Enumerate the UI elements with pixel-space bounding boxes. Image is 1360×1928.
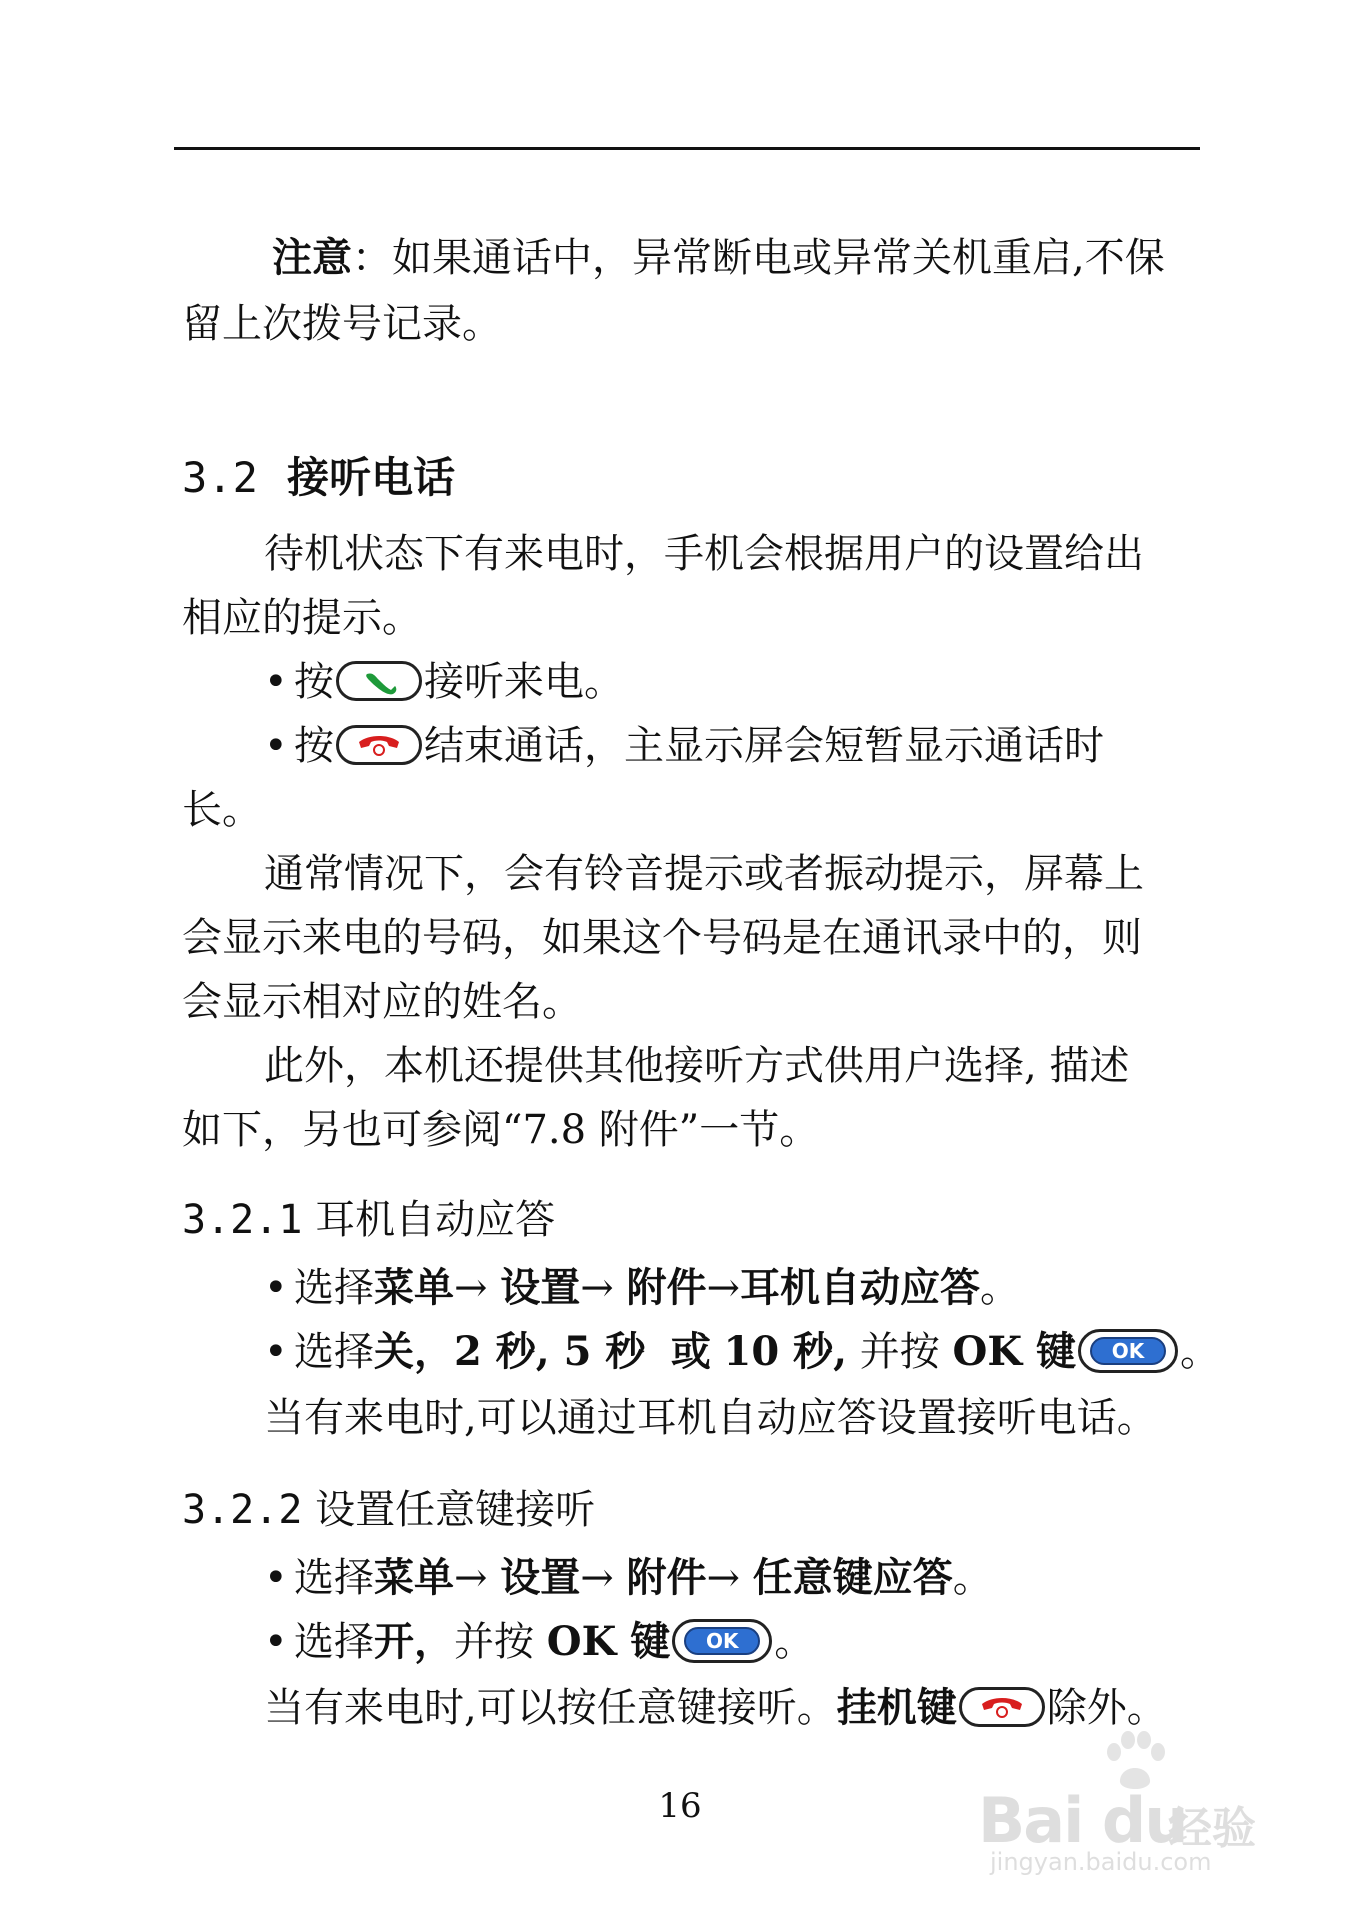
period: 。 (1180, 1329, 1221, 1375)
sub2-description (264, 1682, 1167, 1734)
option-10-sec: 10 秒, (723, 1328, 848, 1375)
para2-line-1: 通常情况下，会有铃音提示或者振动提示，屏幕上 (264, 851, 1144, 897)
press-text: 并按 (859, 1329, 940, 1375)
arrow-icon: → (706, 1265, 740, 1311)
bullet-end-pre: 按 (294, 723, 334, 769)
page-number: 16 (658, 1786, 702, 1826)
arrow-icon: → (580, 1555, 614, 1601)
sub2-desc-post: 除外。 (1046, 1685, 1167, 1731)
menu-text: 菜单 (374, 1554, 454, 1601)
settings-text: 设置 (500, 1264, 581, 1311)
subsection-1-number: 3.2.1 (182, 1197, 303, 1243)
intro-line-1: 待机状态下有来电时，手机会根据用户的设置给出 (264, 531, 1144, 577)
press-text: 并按 (454, 1619, 534, 1665)
menu-text: 菜单 (374, 1264, 454, 1311)
option-2-5-sec: 2 秒, 5 秒 (454, 1328, 646, 1375)
section-number: 3.2 (182, 453, 258, 502)
note-line-1 (272, 232, 1165, 284)
accessory-text: 附件 (626, 1264, 707, 1311)
bullet-answer (264, 656, 624, 708)
para3-line-1: 此外，本机还提供其他接听方式供用户选择, 描述 (264, 1043, 1130, 1089)
arrow-icon: → (454, 1265, 488, 1311)
sub1-bullet-options (264, 1326, 1220, 1378)
select-text: 选择 (294, 1619, 374, 1665)
select-text: 选择 (294, 1329, 374, 1375)
red-phone-handset-icon (982, 1698, 1022, 1710)
period: 。 (952, 1555, 993, 1601)
sub1-bullet-path (264, 1262, 1020, 1314)
para2-line-2: 会显示来电的号码，如果这个号码是在通讯录中的，则 (182, 915, 1142, 961)
settings-text: 设置 (500, 1554, 581, 1601)
on-text: 开， (374, 1618, 454, 1665)
accessory-text: 附件 (626, 1554, 707, 1601)
green-phone-handset-icon (366, 673, 396, 694)
red-phone-handset-icon (359, 736, 399, 748)
hangup-key-text: 挂机键 (836, 1684, 957, 1731)
sub2-bullet-path (264, 1552, 993, 1604)
note-text: ：如果通话中，异常断电或异常关机重启,不保 (352, 235, 1165, 281)
ok-key-icon (672, 1619, 772, 1663)
period: 。 (979, 1265, 1020, 1311)
subsection-2-title: 设置任意键接听 (315, 1487, 596, 1533)
bullet-answer-post: 接听来电。 (424, 659, 624, 705)
bullet-dot: • (264, 1265, 288, 1311)
arrow-icon: → (454, 1555, 488, 1601)
period: 。 (774, 1619, 815, 1665)
sub1-description: 当有来电时,可以通过耳机自动应答设置接听电话。 (264, 1395, 1157, 1441)
end-key-icon (336, 725, 422, 765)
ok-key-label: OK (1090, 1337, 1166, 1365)
bullet-dot: • (264, 659, 288, 705)
bullet-end-cont: 长。 (182, 787, 262, 833)
baidu-watermark (978, 1730, 1278, 1880)
ok-key-text: OK 键 (952, 1328, 1077, 1375)
para3-line-2: 如下，另也可参阅“7.8 附件”一节。 (182, 1107, 820, 1153)
any-key-answer-text: 任意键应答 (752, 1554, 953, 1601)
header-rule (174, 147, 1200, 150)
section-title: 接听电话 (287, 453, 456, 502)
auto-answer-text: 耳机自动应答 (739, 1264, 980, 1311)
or-text: 或 (670, 1328, 711, 1375)
subsection-1-title: 耳机自动应答 (315, 1197, 556, 1243)
sub2-bullet-options (264, 1616, 814, 1668)
ok-key-icon (1078, 1329, 1178, 1373)
sub2-desc-pre: 当有来电时,可以按任意键接听。 (264, 1685, 837, 1731)
bullet-dot: • (264, 723, 288, 769)
end-key-icon (959, 1687, 1045, 1727)
note-line-2: 留上次拨号记录。 (182, 301, 502, 347)
intro-line-2: 相应的提示。 (182, 595, 422, 641)
bullet-end (264, 720, 1104, 772)
arrow-icon: → (580, 1265, 614, 1311)
para2-line-3: 会显示相对应的姓名。 (182, 979, 582, 1025)
watermark-cn: 经验 (1168, 1803, 1256, 1854)
arrow-icon: → (706, 1555, 740, 1601)
watermark-brand: Bai du (978, 1784, 1187, 1857)
note-label: 注意 (272, 234, 352, 281)
ok-key-text: OK 键 (546, 1618, 671, 1665)
subsection-1-heading (182, 1194, 555, 1246)
ok-key-label: OK (684, 1627, 760, 1655)
bullet-dot: • (264, 1329, 288, 1375)
select-text: 选择 (294, 1265, 374, 1311)
off-text: 关， (374, 1328, 454, 1375)
watermark-url: jingyan.baidu.com (990, 1848, 1212, 1876)
bullet-dot: • (264, 1619, 288, 1665)
bullet-end-post: 结束通话，主显示屏会短暂显示通话时 (424, 723, 1104, 769)
subsection-2-heading (182, 1484, 595, 1536)
section-heading (182, 452, 455, 504)
subsection-2-number: 3.2.2 (182, 1487, 303, 1533)
bullet-answer-pre: 按 (294, 659, 334, 705)
bullet-dot: • (264, 1555, 288, 1601)
answer-key-icon (336, 661, 422, 701)
select-text: 选择 (294, 1555, 374, 1601)
